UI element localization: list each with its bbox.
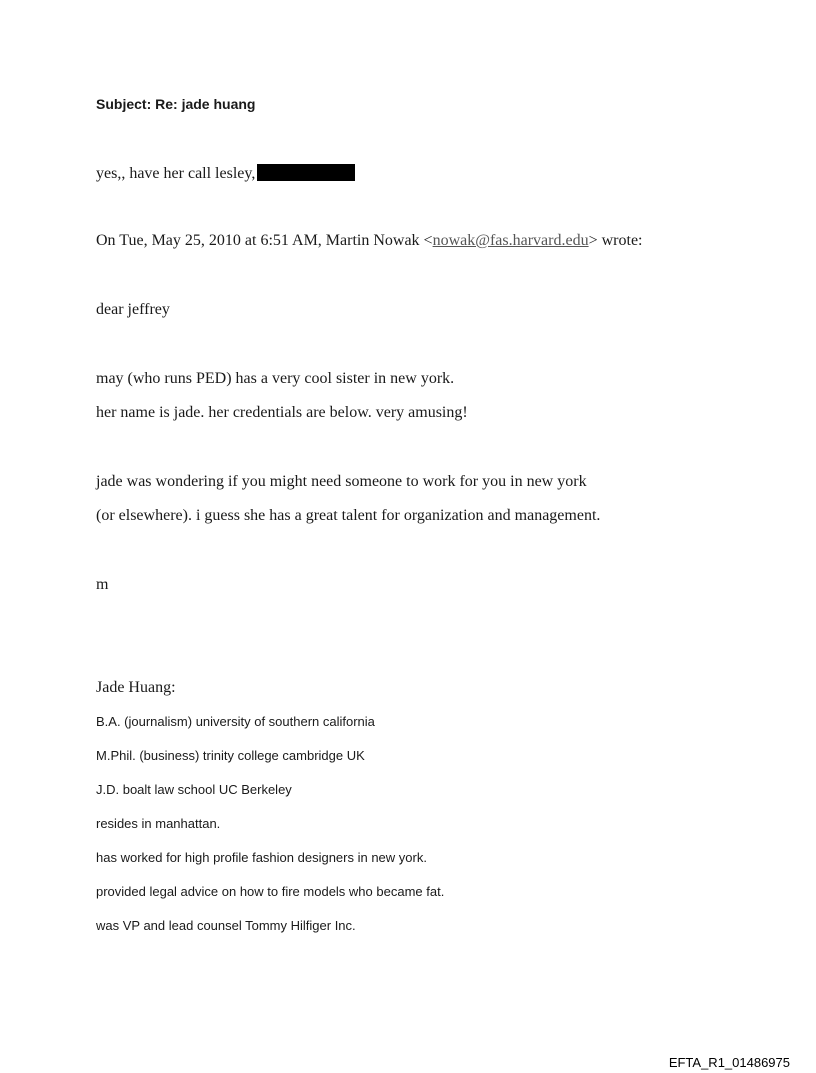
credential-item: resides in manhattan. [96, 816, 221, 831]
quote-header [96, 232, 643, 250]
credential-item: was VP and lead counsel Tommy Hilfiger Inc. [96, 918, 356, 933]
body-line-1: may (who runs PED) has a very cool sister in new york. [96, 370, 455, 387]
credential-item: provided legal advice on how to fire models who became fat. [96, 884, 445, 899]
credential-item: J.D. boalt law school UC Berkeley [96, 782, 292, 797]
document-id-footer: EFTA_R1_01486975 [668, 1055, 790, 1070]
greeting: dear jeffrey [96, 301, 170, 318]
body-line-2: her name is jade. her credentials are below. very amusing! [96, 404, 468, 421]
redaction-block [257, 164, 355, 181]
credential-item: M.Phil. (business) trinity college cambridge UK [96, 748, 365, 763]
reply-text: yes,, have her call lesley, [96, 165, 256, 182]
credential-item: B.A. (journalism) university of southern california [96, 714, 375, 729]
quote-header-prefix: On Tue, May 25, 2010 at 6:51 AM, Martin Nowak < [96, 232, 433, 249]
body-line-4: (or elsewhere). i guess she has a great talent for organization and management. [96, 507, 601, 524]
quote-header-suffix: > wrote: [588, 232, 643, 249]
credential-item: has worked for high profile fashion designers in new york. [96, 850, 427, 865]
body-line-3: jade was wondering if you might need someone to work for you in new york [96, 473, 587, 490]
sender-email-link[interactable]: nowak@fas.harvard.edu [432, 232, 589, 249]
credentials-heading: Jade Huang: [96, 679, 176, 696]
email-subject: Subject: Re: jade huang [96, 96, 256, 112]
reply-line [96, 164, 355, 183]
signoff: m [96, 576, 109, 593]
